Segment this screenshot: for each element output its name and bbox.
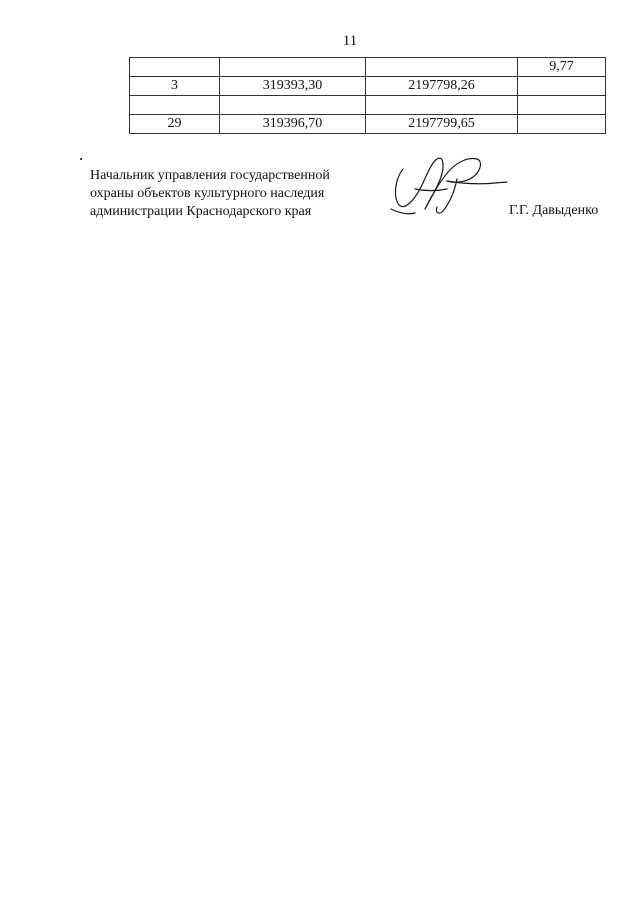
point-number-cell bbox=[130, 96, 220, 115]
table-row bbox=[130, 96, 606, 115]
point-number-cell: 29 bbox=[130, 115, 220, 134]
point-number-cell bbox=[130, 58, 220, 77]
point-number-cell: 3 bbox=[130, 77, 220, 96]
table-row bbox=[130, 77, 606, 96]
table-row bbox=[130, 115, 606, 134]
x-coordinate-cell: 319393,30 bbox=[220, 77, 366, 96]
y-coordinate-cell: 2197798,26 bbox=[366, 77, 518, 96]
position-line: Начальник управления государственной bbox=[90, 168, 330, 183]
x-coordinate-cell: 319396,70 bbox=[220, 115, 366, 134]
stray-mark bbox=[80, 158, 82, 160]
page-number: 11 bbox=[342, 33, 358, 49]
distance-cell bbox=[518, 77, 606, 96]
signer-name: Г.Г. Давыденко bbox=[509, 203, 599, 218]
distance-cell bbox=[518, 115, 606, 134]
distance-cell bbox=[518, 96, 606, 115]
y-coordinate-cell: 2197799,65 bbox=[366, 115, 518, 134]
handwritten-signature bbox=[385, 149, 510, 224]
x-coordinate-cell bbox=[220, 58, 366, 77]
y-coordinate-cell bbox=[366, 58, 518, 77]
distance-cell: 9,77 bbox=[518, 58, 606, 77]
signer-position bbox=[90, 167, 330, 221]
y-coordinate-cell bbox=[366, 96, 518, 115]
position-line: администрации Краснодарского края bbox=[90, 204, 312, 219]
table-row bbox=[130, 58, 606, 77]
position-line: охраны объектов культурного наследия bbox=[90, 186, 325, 201]
x-coordinate-cell bbox=[220, 96, 366, 115]
coordinates-table bbox=[129, 57, 606, 134]
